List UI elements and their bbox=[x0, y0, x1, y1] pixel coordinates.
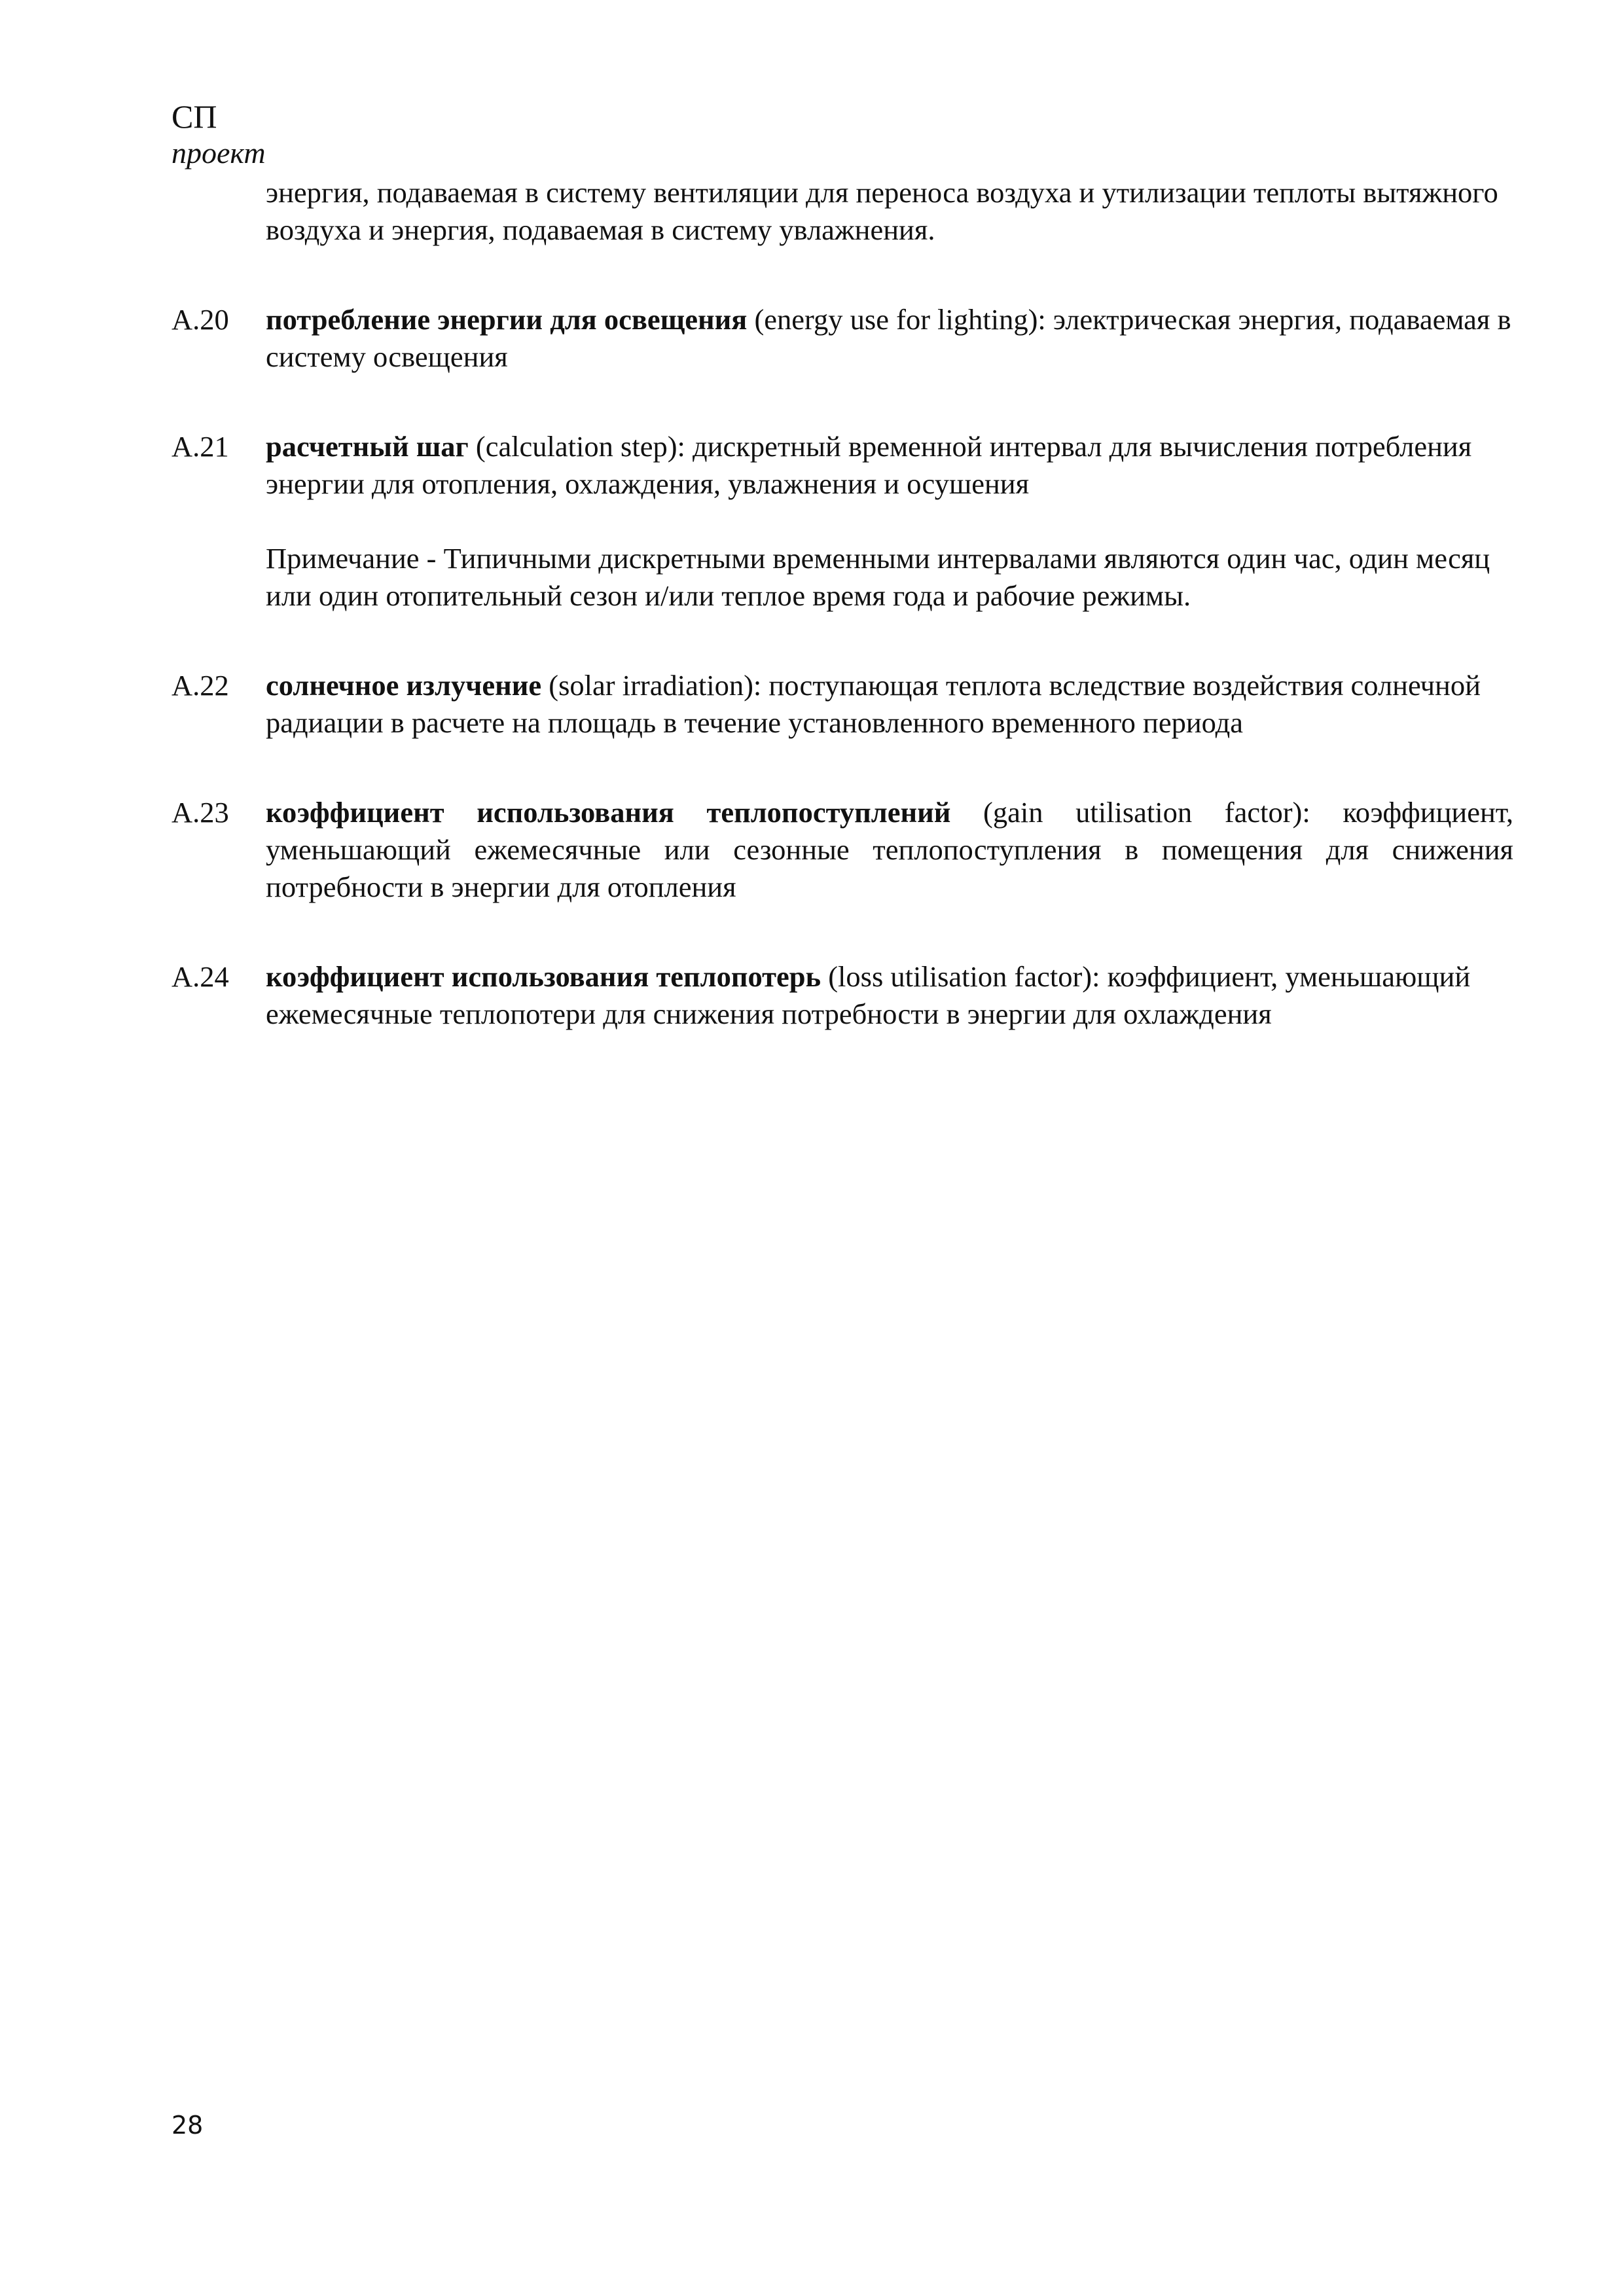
entry-term: потребление энергии для освещения bbox=[266, 303, 748, 336]
document-code: СП bbox=[171, 98, 217, 135]
definition-entry-a21 bbox=[171, 428, 1513, 615]
entry-term: расчетный шаг bbox=[266, 430, 469, 463]
entry-definition: (calculation step): дискретный временной интервал для вычисления потребления энергии для отопления, охлаждения, увлажнения и осушения bbox=[266, 430, 1472, 500]
page-header bbox=[171, 97, 266, 170]
entry-definition: (solar irradiation): поступающая теплота вследствие воздействия солнечной радиации в расчете на площадь в течение установленного временного периода bbox=[266, 669, 1481, 739]
entry-text bbox=[266, 667, 1513, 742]
entry-text bbox=[266, 301, 1513, 376]
entry-term: коэффициент использования теплопотерь bbox=[266, 960, 821, 993]
definition-entry-a24 bbox=[171, 958, 1513, 1033]
entry-definition: (gain utilisation factor): коэффициент, уменьшающий ежемесячные или сезонные теплопоступления в помещения для снижения потребности в энергии для отопления bbox=[266, 796, 1513, 903]
definition-entry-a23 bbox=[171, 794, 1513, 906]
page-number: 28 bbox=[171, 2111, 204, 2140]
entry-text bbox=[266, 428, 1513, 615]
entry-text bbox=[266, 958, 1513, 1033]
entry-definition: (energy use for lighting): электрическая энергия, подаваемая в систему освещения bbox=[266, 303, 1511, 373]
entry-note: Примечание - Типичными дискретными временными интервалами являются один час, один месяц или один отопительный сезон и/или теплое время года и рабочие режимы. bbox=[266, 542, 1490, 612]
entry-definition: (loss utilisation factor): коэффициент, уменьшающий ежемесячные теплопотери для снижения потребности в энергии для охлаждения bbox=[266, 960, 1471, 1030]
definition-entry-a22 bbox=[171, 667, 1513, 742]
entry-term: солнечное излучение bbox=[266, 669, 542, 702]
continuation-paragraph: энергия, подаваемая в систему вентиляции для переноса воздуха и утилизации теплоты вытяжного воздуха и энергия, подаваемая в систему увлажнения. bbox=[266, 176, 1498, 246]
document-body bbox=[171, 174, 1513, 1033]
document-status: проект bbox=[171, 136, 266, 170]
entry-text bbox=[266, 794, 1513, 906]
entry-number: A.24 bbox=[171, 960, 229, 993]
entry-number: A.21 bbox=[171, 430, 229, 463]
entry-term: коэффициент использования теплопоступлений bbox=[266, 796, 951, 829]
entry-number: A.22 bbox=[171, 669, 229, 702]
definition-entry-a20 bbox=[171, 301, 1513, 376]
entry-number: A.23 bbox=[171, 796, 229, 829]
entry-number: A.20 bbox=[171, 303, 229, 336]
